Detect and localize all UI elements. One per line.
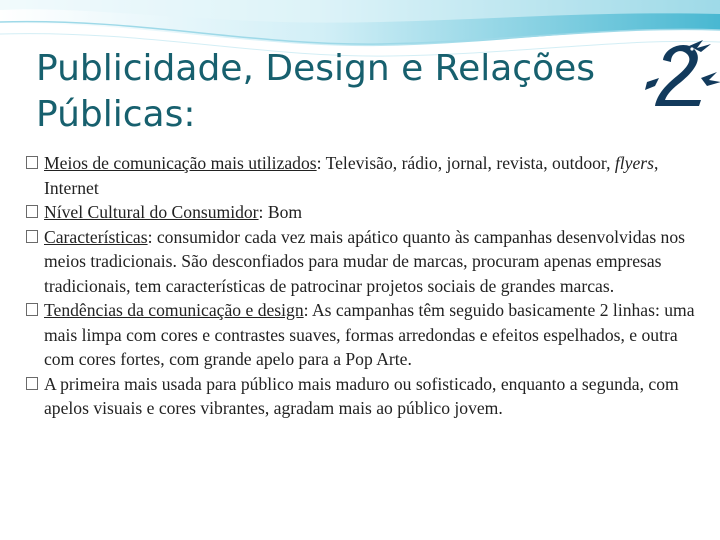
bullet-item-midia	[26, 151, 710, 200]
bullet-list	[26, 151, 710, 421]
bullet-heading: Tendências da comunicação e design	[44, 300, 304, 320]
bullet-text: A primeira mais usada para público mais maduro ou sofisticado, enquanto a segunda, com apelos visuais e cores vibrantes, agradam mais ao público jovem.	[44, 373, 679, 418]
title-line-2: Públicas:	[36, 94, 196, 135]
bullet-italic-text: flyers	[614, 153, 654, 173]
bullet-item-publico	[26, 372, 710, 421]
bullet-separator: :	[316, 153, 326, 173]
bullet-item-nivel-cultural	[26, 200, 710, 225]
square-bullet-icon	[26, 205, 38, 218]
bullet-text: Bom	[267, 202, 303, 222]
bullet-separator: :	[147, 226, 157, 247]
bullet-item-caracteristicas	[26, 225, 710, 299]
bullet-text-end: , Internet	[44, 153, 659, 198]
bullet-item-tendencias	[26, 298, 710, 372]
bullet-text: Televisão, rádio, jornal, revista, outdoor,	[325, 153, 615, 173]
bullet-text: consumidor cada vez mais apático quanto às campanhas desenvolvidas nos meios tradicionais. São desconfiados para mudar de marcas, procuram apenas empresas tradicionais, tem características de patrocinar projetos sociais de grandes marcas.	[44, 226, 685, 296]
bullet-heading: Características	[44, 226, 148, 247]
bullet-heading: Nível Cultural do Consumidor	[44, 202, 259, 222]
bullet-separator: :	[303, 300, 312, 320]
dragon-number-2-logo	[643, 38, 720, 112]
bullet-separator: :	[258, 202, 268, 222]
square-bullet-icon	[26, 303, 38, 316]
square-bullet-icon	[26, 377, 38, 390]
bullet-heading: Meios de comunicação mais utilizados	[44, 153, 317, 173]
title-line-1: Publicidade, Design e Relações	[36, 48, 596, 89]
bullet-text: As campanhas têm seguido basicamente 2 linhas: uma mais limpa com cores e contrastes suaves, formas arredondas e efeitos espelhados, e outra com cores fortes, com grande apelo para a Pop Arte.	[44, 300, 695, 369]
square-bullet-icon	[26, 230, 38, 243]
square-bullet-icon	[26, 156, 38, 169]
slide-title	[36, 46, 646, 138]
